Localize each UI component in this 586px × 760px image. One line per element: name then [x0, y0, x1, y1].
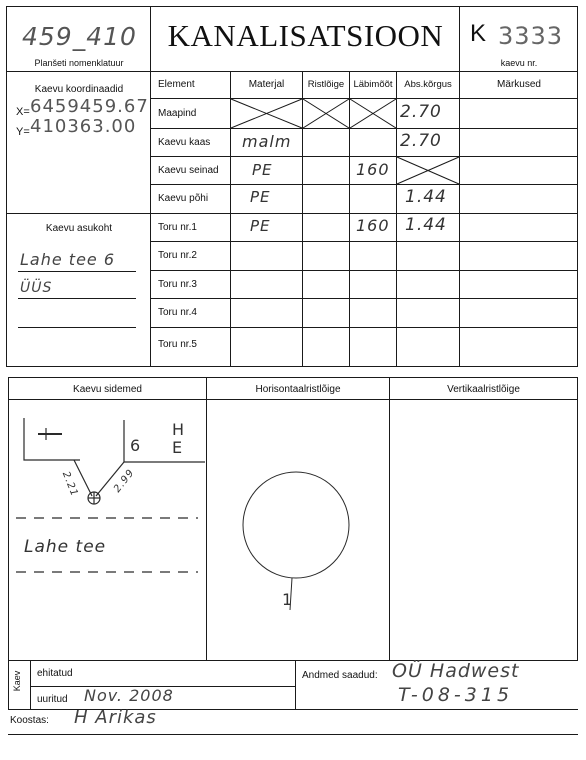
- y-value: 410363.00: [30, 116, 137, 137]
- row-element: Kaevu seinad: [158, 165, 219, 176]
- row-height: 1.44: [405, 215, 447, 235]
- updated-label: uuritud: [37, 694, 68, 705]
- house-letter-top: H: [172, 420, 186, 439]
- location-label: Kaevu asukoht: [45, 223, 113, 234]
- house-number: 6: [130, 436, 142, 455]
- data-source-value1: OÜ Hadwest: [392, 660, 520, 682]
- author-value: H Arikas: [74, 707, 157, 728]
- coordinates-label: Kaevu koordinaadid: [34, 84, 124, 95]
- vertical-label: Vertikaalristlõige: [447, 384, 520, 395]
- data-source-label: Andmed saadud:: [302, 670, 378, 681]
- row-element: Maapind: [158, 108, 197, 119]
- dimension-right: 2.99: [112, 467, 137, 495]
- data-source-value2: T-08-315: [398, 684, 514, 706]
- row-element: Toru nr.3: [158, 279, 197, 290]
- row-element: Toru nr.2: [158, 250, 197, 261]
- row-height: 1.44: [405, 187, 447, 207]
- row-diameter: 160: [356, 216, 390, 235]
- col-height: Abs.kõrgus: [404, 79, 452, 90]
- col-cross: Ristlõige: [307, 79, 345, 90]
- built-label: ehitatud: [37, 668, 73, 679]
- row-material: PE: [252, 161, 273, 179]
- x-value: 6459459.67: [30, 96, 149, 117]
- sheet-number: 459_410: [22, 22, 137, 51]
- street-name: Lahe tee: [24, 537, 107, 557]
- row-element: Kaevu kaas: [158, 137, 211, 148]
- row-material: malm: [242, 132, 292, 151]
- row-element: Toru nr.5: [158, 339, 197, 350]
- house-letter-bottom: E: [172, 438, 184, 457]
- row-element: Kaevu põhi: [158, 193, 209, 204]
- row-element: Toru nr.1: [158, 222, 197, 233]
- row-material: PE: [250, 217, 271, 235]
- sheet-label: Planšeti nomenklatuur: [34, 58, 124, 68]
- row-height: 2.70: [400, 131, 442, 151]
- author-label: Koostas:: [10, 715, 49, 726]
- well-label: kaevu nr.: [500, 58, 538, 68]
- updated-value: Nov. 2008: [84, 686, 174, 705]
- dimension-left: 2.21: [59, 470, 80, 499]
- row-material: PE: [250, 188, 271, 206]
- col-element: Element: [158, 79, 195, 90]
- col-notes: Märkused: [497, 79, 541, 90]
- links-label: Kaevu sidemed: [73, 384, 142, 395]
- col-diameter: Läbimõõt: [353, 79, 393, 90]
- y-prefix: Y=: [16, 126, 30, 138]
- location-line2: ÜÜS: [20, 280, 53, 296]
- col-material: Materjal: [248, 79, 285, 90]
- location-line1: Lahe tee 6: [20, 250, 116, 269]
- row-height: 2.70: [400, 102, 442, 122]
- well-prefix: K: [470, 20, 487, 47]
- horizontal-label: Horisontaalristlõige: [255, 384, 341, 395]
- pipe-label: 1: [282, 590, 294, 609]
- well-number: 3333: [498, 22, 564, 50]
- x-prefix: X=: [16, 106, 30, 118]
- row-diameter: 160: [356, 160, 390, 179]
- row-element: Toru nr.4: [158, 307, 197, 318]
- page-title: KANALISATSIOON: [167, 18, 444, 53]
- kaev-label: Kaev: [12, 670, 22, 692]
